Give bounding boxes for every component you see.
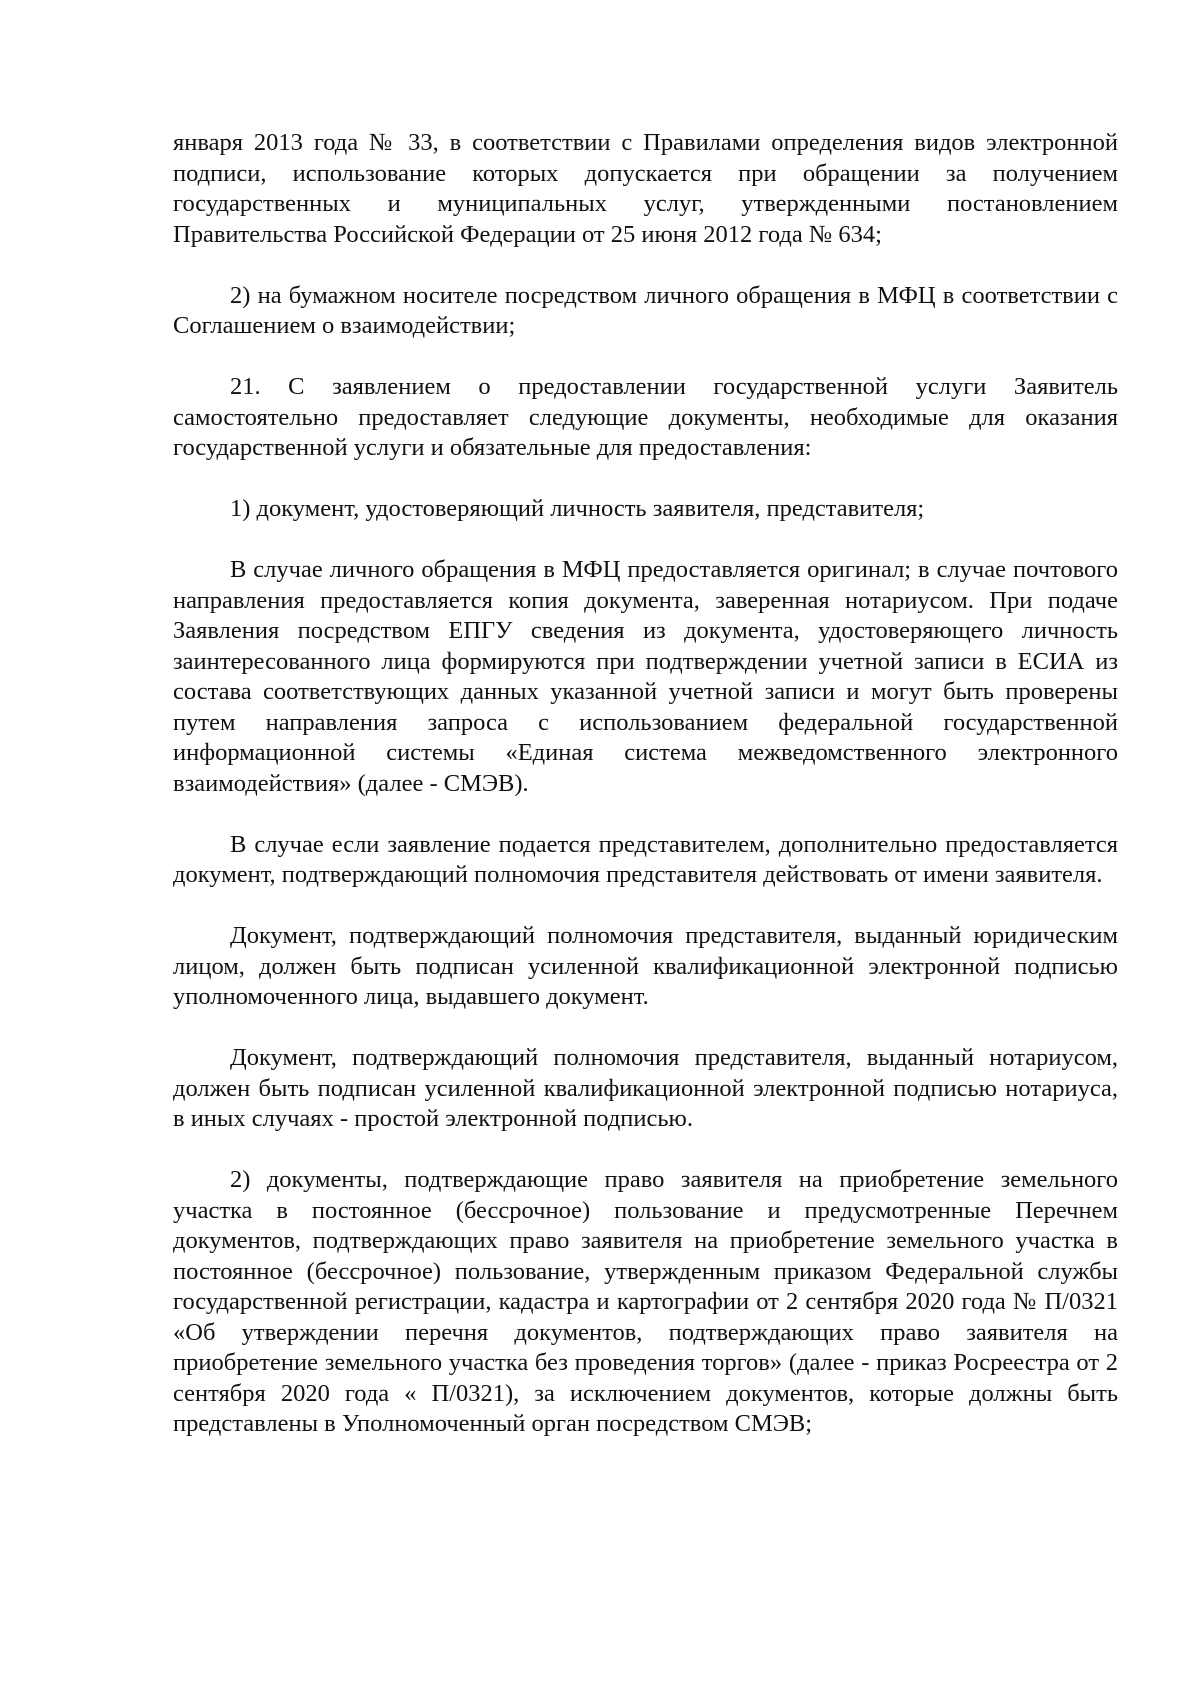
- paragraph-paper-submission: 2) на бумажном носителе посредством личного обращения в МФЦ в соответствии с Соглашением о взаимодействии;: [173, 281, 1118, 339]
- paragraph-notary-signature: Документ, подтверждающий полномочия представителя, выданный нотариусом, должен быть подписан усиленной квалификационной электронной подписью нотариуса, в иных случаях - простой электронной подписью.: [173, 1044, 1118, 1132]
- paragraph-representative: В случае если заявление подается представителем, дополнительно предоставляется документ, подтверждающий полномочия представителя действовать от имени заявителя.: [173, 830, 1118, 888]
- paragraph-continuation-signature-rules: января 2013 года № 33, в соответствии с Правилами определения видов электронной подписи, использование которых допускается при обращении за получением государственных и муниципальных услуг, утвержденными постановлением Правительства Российской Федерации от 25 июня 2012 года № 634;: [173, 129, 1118, 248]
- paragraph-identity-document: 1) документ, удостоверяющий личность заявителя, представителя;: [230, 495, 925, 522]
- paragraph-legal-entity-signature: Документ, подтверждающий полномочия представителя, выданный юридическим лицом, должен быть подписан усиленной квалификационной электронной подписью уполномоченного лица, выдавшего документ.: [173, 922, 1118, 1010]
- document-page: [173, 128, 1118, 1470]
- paragraph-personal-appeal: В случае личного обращения в МФЦ предоставляется оригинал; в случае почтового направления предоставляется копия документа, заверенная нотариусом. При подаче Заявления посредством ЕПГУ сведения из документа, удостоверяющего личность заинтересованного лица формируются при подтверждении учетной записи в ЕСИА из состава соответствующих данных указанной учетной записи и могут быть проверены путем направления запроса с использованием федеральной государственной информационной системы «Единая система межведомственного электронного взаимодействия» (далее - СМЭВ).: [173, 556, 1118, 797]
- paragraph-land-rights-documents: 2) документы, подтверждающие право заявителя на приобретение земельного участка в постоянное (бессрочное) пользование и предусмотренные Перечнем документов, подтверждающих право заявителя на приобретение земельного участка в постоянное (бессрочное) пользование, утвержденным приказом Федеральной службы государственной регистрации, кадастра и картографии от 2 сентября 2020 года № П/0321 «Об утверждении перечня документов, подтверждающих право заявителя на приобретение земельного участка без проведения торгов» (далее - приказ Росреестра от 2 сентября 2020 года « П/0321), за исключением документов, которые должны быть представлены в Уполномоченный орган посредством СМЭВ;: [173, 1166, 1118, 1437]
- paragraph-item-21: 21. С заявлением о предоставлении государственной услуги Заявитель самостоятельно предоставляет следующие документы, необходимые для оказания государственной услуги и обязательные для предоставления:: [173, 373, 1118, 461]
